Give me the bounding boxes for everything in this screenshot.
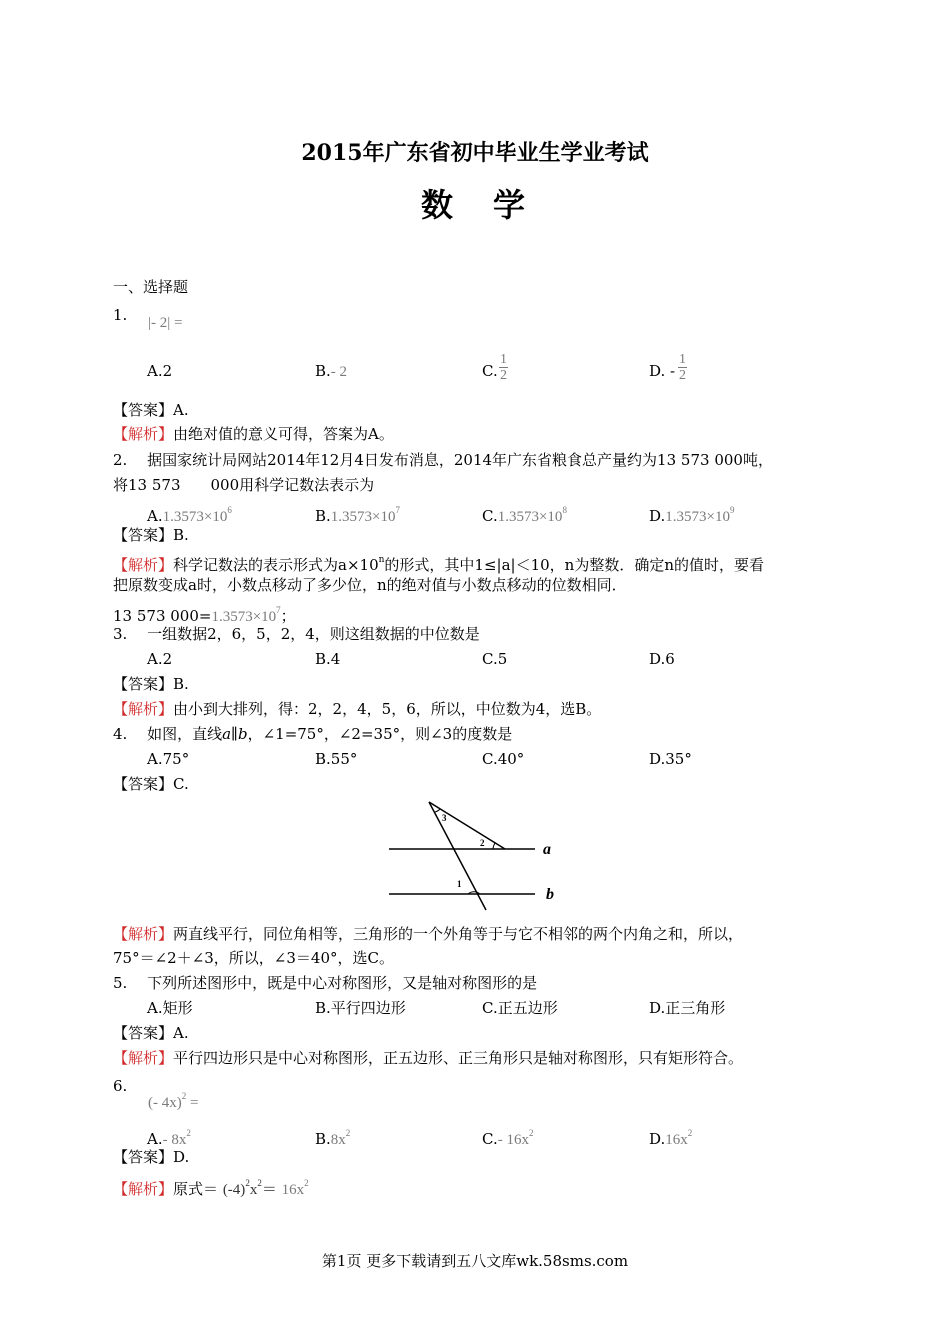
- q2-explanation-line3: 13 573 $000=1.3573\times 10^7$；: [113, 605, 296, 625]
- q5-option-d: D.正三角形: [649, 999, 726, 1017]
- q6-option-c: C.- $16x^2$: [482, 1128, 534, 1148]
- q3-option-b: B.4: [315, 650, 341, 668]
- q3-option-c: C.5: [482, 650, 508, 668]
- q4-option-b: B.55°: [315, 750, 358, 768]
- q1-option-c-fraction: $\frac{1}{2}$: [500, 352, 507, 383]
- q1-option-d: D. -: [649, 362, 676, 380]
- q4-answer: 【答案】C.: [113, 775, 189, 793]
- q1-answer: 【答案】A.: [113, 401, 189, 419]
- angle-1-label: 1: [457, 879, 462, 889]
- q2-option-a: $A.1.3573\times 10^6$: [147, 505, 232, 525]
- angle-2-label: 2: [480, 838, 485, 848]
- q6-explanation: 【解析】原式＝ $(-4)^2x^2= 16x^2$: [113, 1178, 309, 1198]
- q6-expression: (- 4x)$^2$ =: [148, 1091, 199, 1111]
- q1-option-d-fraction: $\frac{1}{2}$: [679, 352, 686, 383]
- q1-expression: |- 2| =: [148, 315, 183, 331]
- q3-question: 3. 一组数据2，6，5，2，4，则这组数据的中位数是: [113, 625, 480, 643]
- q4-question: 4. 如图，直线a∥b，∠1=75°，∠2=35°，则∠3的度数是: [113, 725, 513, 743]
- q2-option-b: $B.1.3573\times 10^7$: [315, 505, 401, 525]
- q4-explanation-line1: 【解析】两直线平行，同位角相等，三角形的一个外角等于与它不相邻的两个内角之和，所以，: [113, 925, 744, 943]
- triangle-side: [429, 802, 505, 849]
- q2-question-line1: 2. 据国家统计局网站2014年12月4日发布消息，2014年广东省粮食总产量约为13 573 000吨，: [113, 451, 773, 469]
- line-b-label: b: [546, 886, 554, 903]
- q6-option-d: $D.16x^2$: [649, 1128, 693, 1148]
- q6-answer: 【答案】D.: [113, 1148, 190, 1166]
- q5-option-a: A.矩形: [147, 999, 193, 1017]
- page-footer: 第1页 更多下载请到五八文库wk.58sms.com: [321, 1252, 629, 1270]
- q2-option-c: $C.1.3573\times 10^8$: [482, 505, 567, 525]
- q1-option-b: B.- 2: [315, 362, 348, 380]
- angle-3-label: 3: [442, 813, 447, 823]
- line-a-label: a: [543, 841, 551, 858]
- q5-explanation: 【解析】平行四边形只是中心对称图形，正五边形、正三角形只是轴对称图形，只有矩形符合。: [113, 1049, 744, 1067]
- q3-option-d: D.6: [649, 650, 675, 668]
- q5-answer: 【答案】A.: [113, 1024, 189, 1042]
- q4-option-a: A.75°: [147, 750, 190, 768]
- angle-3-arc: [435, 809, 440, 812]
- q1-explanation: 【解析】由绝对值的意义可得，答案为A。: [113, 425, 394, 443]
- q4-option-d: D.35°: [649, 750, 692, 768]
- q2-option-d: $D.1.3573\times 10^9$: [649, 505, 735, 525]
- q5-question: 5. 下列所述图形中，既是中心对称图形，又是轴对称图形的是: [113, 974, 538, 992]
- q3-answer: 【答案】B.: [113, 675, 189, 693]
- q2-explanation-line1: 【解析】科学记数法的表示形式为$a\times 10^n$的形式，其中1≤|a|＜10，n为整数．确定n的值时，要看: [113, 555, 764, 574]
- q6-option-a: A.- $8x^2$: [147, 1128, 191, 1148]
- q6-option-b: $B.8x^2$: [315, 1128, 351, 1148]
- q1-option-a: A.2: [147, 362, 173, 380]
- q1-option-c: C.: [482, 362, 498, 380]
- q1-number: 1.: [113, 306, 128, 324]
- angle-2-arc: [493, 843, 495, 849]
- q4-explanation-line2: 75°＝∠2＋∠3，所以，∠3＝40°，选C。: [113, 949, 394, 967]
- q3-option-a: A.2: [147, 650, 173, 668]
- q2-explanation-line2: 把原数变成a时，小数点移动了多少位，n的绝对值与小数点移动的位数相同．: [113, 576, 627, 594]
- section-heading: 一、选择题: [113, 278, 189, 296]
- exam-title: 2015年广东省初中毕业生学业考试: [301, 140, 649, 166]
- q5-option-b: B.平行四边形: [315, 999, 406, 1017]
- subject-title: 数 学: [420, 186, 529, 224]
- q3-explanation: 【解析】由小到大排列，得：2，2，4，5，6，所以，中位数为4，选B。: [113, 700, 602, 718]
- q4-option-c: C.40°: [482, 750, 525, 768]
- q2-question-line2: 将13 573 000用科学记数法表示为: [113, 476, 375, 494]
- q6-number: 6.: [113, 1077, 128, 1095]
- q2-answer: 【答案】B.: [113, 526, 189, 544]
- q5-option-c: C.正五边形: [482, 999, 558, 1017]
- parallel-lines-figure: [385, 796, 565, 912]
